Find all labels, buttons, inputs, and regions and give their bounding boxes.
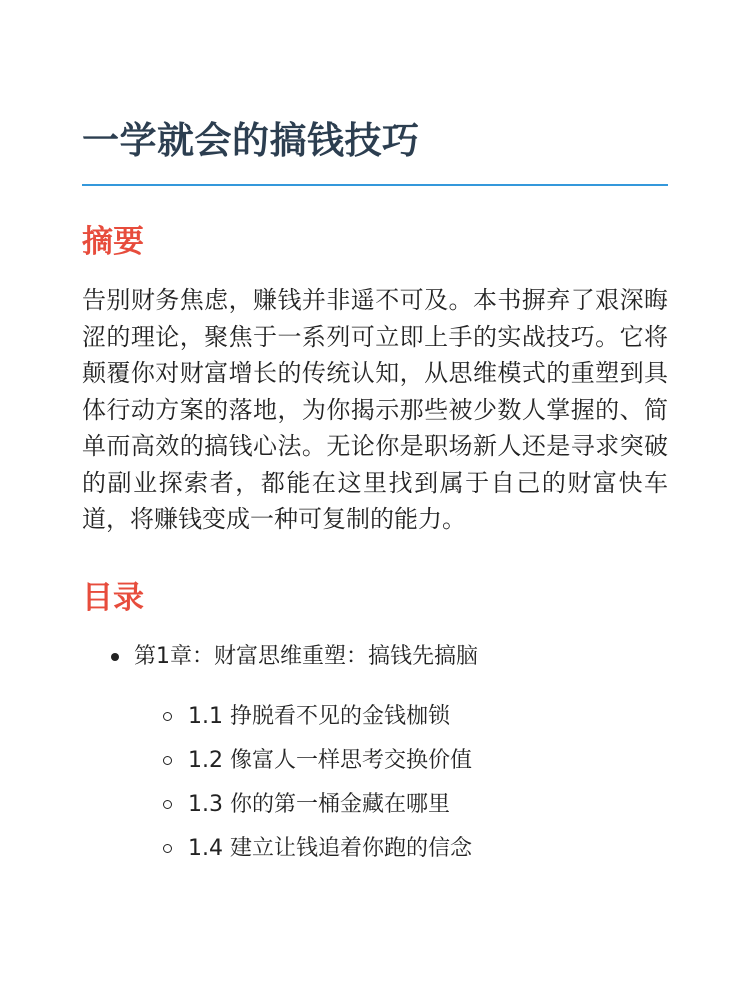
toc-heading: 目录: [82, 579, 144, 616]
bullet-dot-icon: [111, 653, 119, 661]
summary-heading: 摘要: [82, 224, 144, 260]
bullet-circle-icon: [163, 844, 172, 853]
bullet-circle-icon: [163, 756, 172, 765]
section-label: 1.2 像富人一样思考交换价值: [188, 747, 472, 773]
section-label: 1.1 挣脱看不见的金钱枷锁: [188, 703, 450, 729]
toc-section-1-2: [82, 744, 668, 778]
section-label: 1.4 建立让钱追着你跑的信念: [188, 835, 472, 861]
bullet-circle-icon: [163, 800, 172, 809]
title-divider: [82, 184, 668, 186]
section-label: 1.3 你的第一桶金藏在哪里: [188, 791, 450, 817]
toc-section-1-4: [82, 832, 668, 866]
table-of-contents: [82, 640, 668, 674]
chapter-1-sections: [82, 700, 668, 866]
bullet-circle-icon: [163, 712, 172, 721]
toc-section-1-1: [82, 700, 668, 734]
toc-section-1-3: [82, 788, 668, 822]
summary-paragraph: 告别财务焦虑，赚钱并非遥不可及。本书摒弃了艰深晦涩的理论，聚焦于一系列可立即上手的实战技巧。它将颠覆你对财富增长的传统认知，从思维模式的重塑到具体行动方案的落地，为你揭示那些被少数人掌握的、简单而高效的搞钱心法。无论你是职场新人还是寻求突破的副业探索者，都能在这里找到属于自己的财富快车道，将赚钱变成一种可复制的能力。: [82, 286, 668, 533]
book-title: 一学就会的搞钱技巧: [82, 119, 420, 162]
toc-chapter-1: [82, 640, 668, 674]
chapter-label: 第1章：财富思维重塑：搞钱先搞脑: [134, 643, 478, 669]
